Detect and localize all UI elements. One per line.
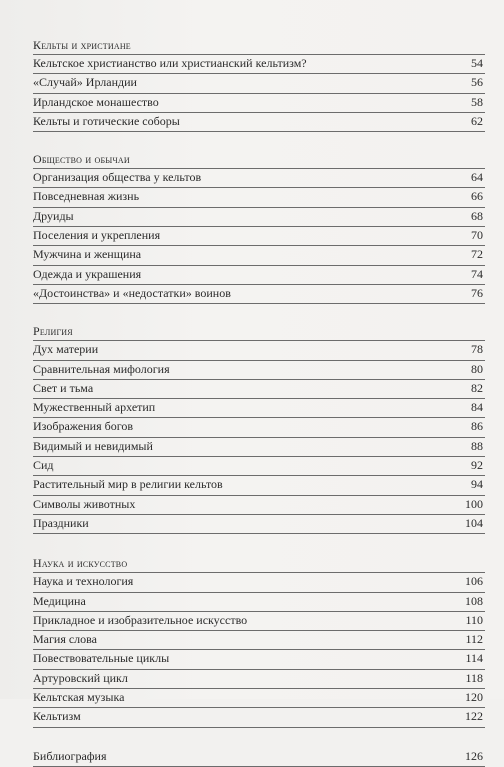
entry-page: 122 (465, 709, 483, 724)
entry-page: 118 (465, 670, 483, 685)
toc-entry[interactable] (33, 496, 485, 515)
toc-entry[interactable] (33, 341, 485, 360)
toc-entry[interactable] (33, 380, 485, 399)
entry-title: Повествовательные циклы (33, 651, 170, 666)
entry-page: 80 (471, 361, 483, 376)
entry-page: 54 (471, 56, 483, 70)
toc-entry[interactable] (33, 418, 485, 437)
entry-page: 62 (471, 113, 483, 128)
entry-page: 76 (471, 285, 483, 300)
entry-page: 84 (471, 400, 483, 415)
entry-page: 72 (471, 247, 483, 262)
entry-page: 78 (471, 342, 483, 357)
entry-page: 56 (471, 75, 483, 90)
entry-title: Наука и технология (33, 574, 134, 589)
toc-entry[interactable] (33, 593, 485, 612)
entry-page: 100 (465, 496, 483, 511)
toc-entry[interactable] (33, 94, 485, 113)
toc-entry[interactable] (33, 208, 485, 227)
toc-section-religion (33, 323, 485, 534)
entry-page: 120 (465, 690, 483, 705)
entry-title: Поселения и укрепления (33, 228, 161, 243)
toc-entry[interactable] (33, 748, 485, 767)
entry-title: Магия слова (33, 632, 98, 647)
entry-page: 66 (471, 189, 483, 204)
entry-page: 94 (471, 477, 483, 492)
toc-entry[interactable] (33, 457, 485, 476)
entry-title: Свет и тьма (33, 380, 94, 395)
entry-title: Дух материи (33, 342, 99, 357)
entry-title: Сид (33, 458, 54, 473)
toc-entry[interactable] (33, 612, 485, 631)
entry-page: 92 (471, 458, 483, 473)
entry-title: «Случай» Ирландии (33, 75, 137, 90)
entry-title: Кельтская музыка (33, 690, 125, 705)
entry-page: 64 (471, 170, 483, 185)
section-heading: Кельты и христиане (33, 37, 485, 55)
entry-title: Организация общества у кельтов (33, 170, 202, 185)
entry-title: Медицина (33, 593, 86, 608)
entry-page: 126 (465, 748, 483, 763)
toc-entry[interactable] (33, 515, 485, 534)
entry-title: Праздники (33, 515, 89, 530)
entry-page: 112 (465, 632, 483, 647)
toc-section-science-art (33, 555, 485, 727)
entry-page: 82 (471, 380, 483, 395)
entry-page: 74 (471, 266, 483, 281)
entry-page: 68 (471, 208, 483, 223)
toc-entry[interactable] (33, 476, 485, 495)
toc-entry[interactable] (33, 113, 485, 132)
entry-title: Артуровский цикл (33, 670, 128, 685)
toc-entry[interactable] (33, 246, 485, 265)
entry-title: Мужественный архетип (33, 400, 156, 415)
entry-title: Друиды (33, 208, 74, 223)
toc-entry[interactable] (33, 74, 485, 93)
entry-title: Кельтизм (33, 709, 81, 724)
entry-page: 86 (471, 419, 483, 434)
toc-entry[interactable] (33, 188, 485, 207)
entry-title: «Достоинства» и «недостатки» воинов (33, 285, 231, 300)
section-heading: Религия (33, 323, 485, 341)
toc-entry[interactable] (33, 399, 485, 418)
toc-entry[interactable] (33, 227, 485, 246)
toc-entry[interactable] (33, 361, 485, 380)
entry-title: Растительный мир в религии кельтов (33, 477, 223, 492)
entry-title: Ирландское монашество (33, 94, 159, 109)
entry-title: Одежда и украшения (33, 266, 142, 281)
section-heading: Наука и искусство (33, 555, 485, 573)
toc-section-bibliography (33, 748, 485, 767)
entry-page: 88 (471, 438, 483, 453)
entry-page: 110 (465, 612, 483, 627)
entry-title: Изображения богов (33, 419, 133, 434)
entry-title: Видимый и невидимый (33, 438, 153, 453)
toc-section-society (33, 151, 485, 304)
toc-entry[interactable] (33, 438, 485, 457)
toc-entry[interactable] (33, 169, 485, 188)
toc-entry[interactable] (33, 573, 485, 592)
entry-page: 70 (471, 228, 483, 243)
section-heading: Общество и обычаи (33, 151, 485, 169)
toc-section-christians (33, 37, 485, 132)
entry-title: Мужчина и женщина (33, 247, 142, 262)
toc-entry[interactable] (33, 650, 485, 669)
entry-page: 104 (465, 515, 483, 530)
toc-entry[interactable] (33, 708, 485, 727)
entry-title: Символы животных (33, 496, 136, 511)
entry-page: 108 (465, 593, 483, 608)
entry-title: Кельты и готические соборы (33, 113, 180, 128)
entry-title: Повседневная жизнь (33, 189, 140, 204)
entry-title: Прикладное и изобразительное искусство (33, 612, 248, 627)
toc-entry[interactable] (33, 266, 485, 285)
entry-title: Сравнительная мифология (33, 361, 170, 376)
table-of-contents (33, 37, 485, 767)
entry-page: 58 (471, 94, 483, 109)
entry-page: 106 (465, 574, 483, 589)
entry-page: 114 (465, 651, 483, 666)
entry-title: Библиография (33, 748, 107, 763)
entry-title: Кельтское христианство или христианский кельтизм? (33, 56, 307, 70)
toc-entry[interactable] (33, 285, 485, 304)
toc-entry[interactable] (33, 670, 485, 689)
toc-entry[interactable] (33, 631, 485, 650)
toc-entry[interactable] (33, 55, 485, 74)
